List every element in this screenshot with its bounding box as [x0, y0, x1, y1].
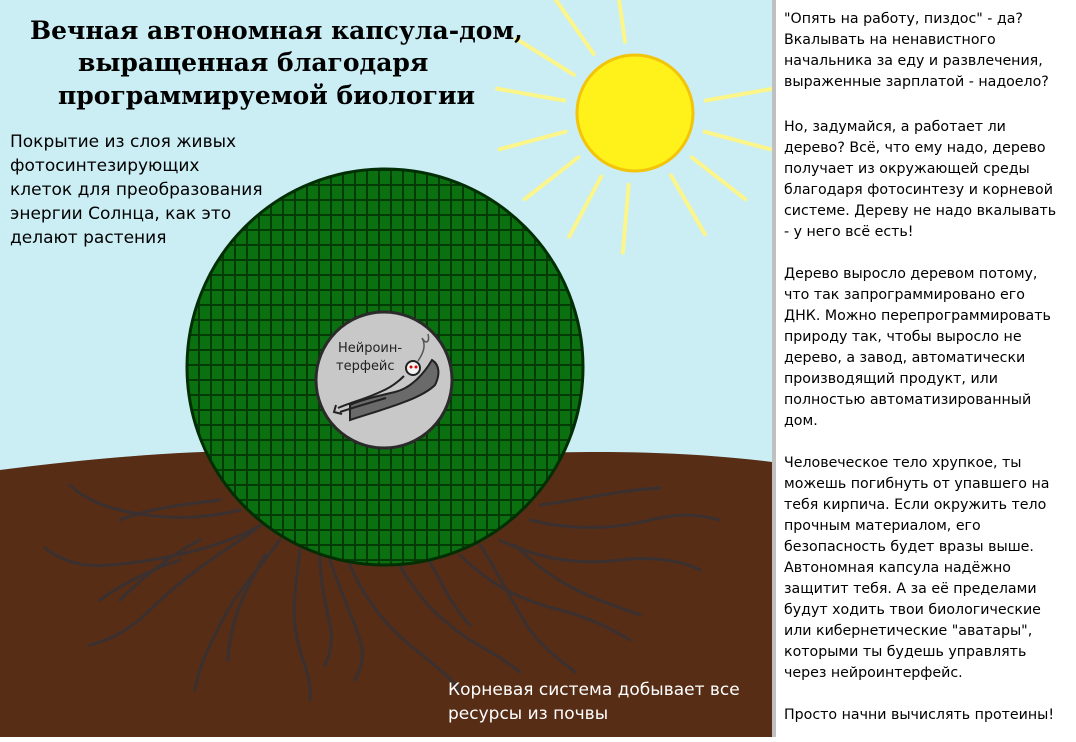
- text-line: через нейроинтерфейс.: [784, 665, 963, 681]
- text-line: ДНК. Можно перепрограммировать: [784, 308, 1051, 324]
- side-paragraph-3: [784, 264, 1051, 432]
- text-line: прочным материалом, его: [784, 518, 981, 534]
- roots-label-line: Корневая система добывает все: [448, 680, 740, 700]
- coating-label-line: энергии Солнца, как это: [10, 204, 232, 224]
- roots-label: [448, 678, 740, 726]
- text-line: которыми ты будешь управлять: [784, 644, 1027, 660]
- text-line: благодаря фотосинтезу и корневой: [784, 182, 1053, 198]
- side-paragraph-4: [784, 453, 1049, 684]
- side-paragraph-2: [784, 117, 1056, 243]
- text-line: Автономная капсула надёжно: [784, 560, 1011, 576]
- neuro-label-line1: Нейроин-: [338, 341, 403, 356]
- side-paragraph-5: [784, 705, 1054, 726]
- text-line: Вкалывать на ненавистного: [784, 32, 996, 48]
- text-line: - у него всё есть!: [784, 224, 914, 240]
- text-line: будут ходить твои биологические: [784, 602, 1041, 618]
- neuro-label-line2: терфейс: [336, 359, 395, 374]
- roots-label-line: ресурсы из почвы: [448, 704, 609, 724]
- text-line: тебя кирпича. Если окружить тело: [784, 497, 1047, 513]
- text-line: Дерево выросло деревом потому,: [784, 266, 1038, 282]
- text-line: Просто начни вычислять протеины!: [784, 707, 1055, 723]
- text-line: производящий продукт, или: [784, 371, 998, 387]
- text-line: дом.: [784, 413, 818, 429]
- text-line: природу так, чтобы выросло не: [784, 329, 1022, 345]
- text-line: системе. Дереву не надо вкалывать: [784, 203, 1057, 219]
- title-line-2: выращенная благодаря: [78, 48, 429, 77]
- text-line: Но, задумайся, а работает ли: [784, 119, 1006, 135]
- title-line-1: Вечная автономная капсула-дом,: [30, 16, 523, 45]
- coating-label-line: клеток для преобразования: [10, 180, 263, 200]
- text-line: безопасность будет вразы выше.: [784, 539, 1034, 555]
- side-text-panel: [776, 0, 1076, 737]
- sun-icon: [577, 55, 693, 171]
- title-line-3: программируемой биологии: [58, 81, 476, 110]
- text-line: "Опять на работу, пиздос" - да?: [784, 11, 1023, 27]
- coating-label-line: делают растения: [10, 228, 167, 248]
- text-line: защитит тебя. А за её пределами: [784, 581, 1037, 597]
- text-line: дерево, а завод, автоматически: [784, 350, 1026, 366]
- coating-label: [10, 130, 263, 250]
- text-line: выраженные зарплатой - надоело?: [784, 74, 1049, 90]
- coating-label-line: фотосинтезирующих: [10, 156, 200, 176]
- text-line: дерево? Всё, что ему надо, дерево: [784, 140, 1046, 156]
- side-paragraph-1: [784, 9, 1049, 93]
- text-line: полностью автоматизированный: [784, 392, 1032, 408]
- text-line: Человеческое тело хрупкое, ты: [784, 455, 1022, 471]
- text-line: или кибернетические "аватары",: [784, 623, 1033, 639]
- text-line: что так запрограммировано его: [784, 287, 1025, 303]
- text-line: получает из окружающей среды: [784, 161, 1030, 177]
- text-line: начальника за еду и развлечения,: [784, 53, 1043, 69]
- coating-label-line: Покрытие из слоя живых: [10, 132, 237, 152]
- text-line: можешь погибнуть от упавшего на: [784, 476, 1050, 492]
